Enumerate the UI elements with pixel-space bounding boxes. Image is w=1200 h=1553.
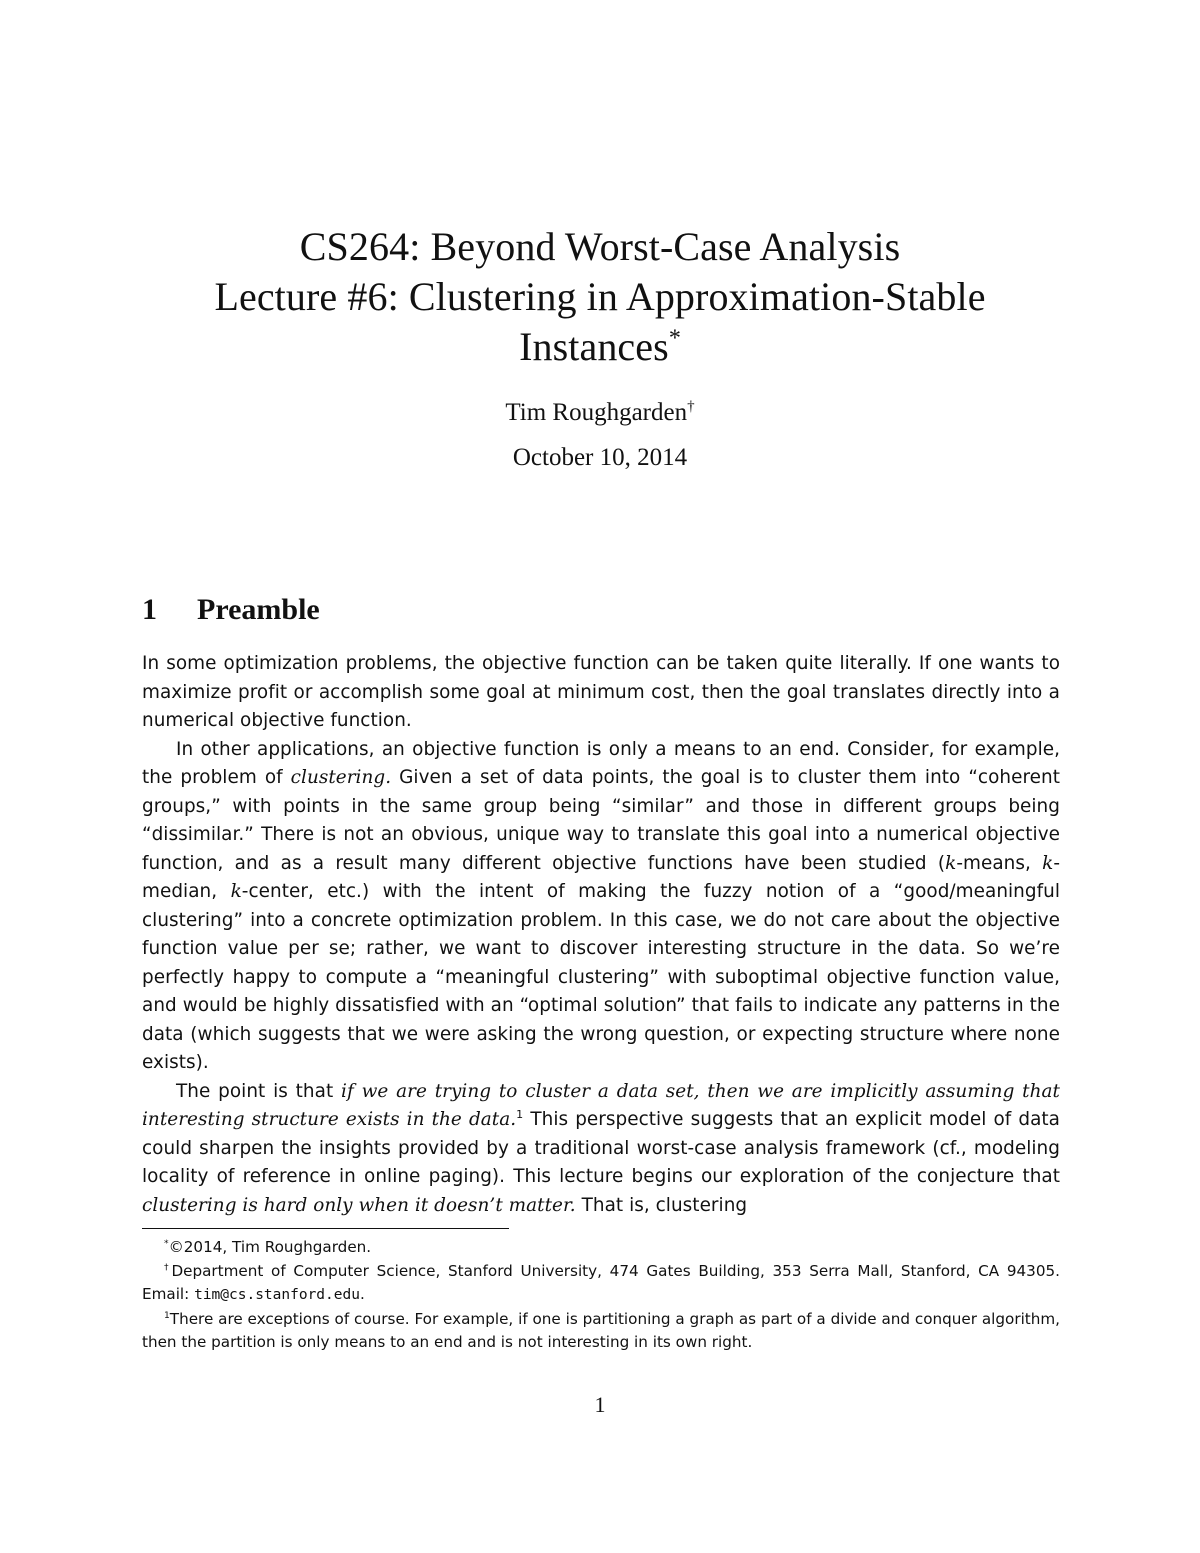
paragraph-3-emphasis-1: if we are trying to cluster a data set, then we are implicitly assuming that interesting structure exists in the data. [142, 1080, 1060, 1130]
footnote-1-ref: 1 [516, 1107, 524, 1121]
paragraph-2-text-a: In other applications, an objective function is only a means to an end. Consider, for example, the problem of [142, 738, 1060, 788]
title-block [0, 222, 1200, 473]
footnote-star-mark: * [164, 1238, 169, 1249]
footnote-1-mark: 1 [164, 1310, 170, 1321]
footnote-dagger-mark: † [164, 1262, 172, 1273]
title-line-3 [0, 322, 1200, 372]
title-line-2: Lecture #6: Clustering in Approximation-Stable [214, 274, 986, 319]
body-text [142, 650, 1060, 1220]
paragraph-2-k-2: k [1042, 852, 1054, 874]
footnote-dagger [142, 1260, 1060, 1308]
title-line-1: CS264: Beyond Worst-Case Analysis [299, 224, 901, 269]
paragraph-3-text-c: This perspective suggests that an explicit model of data could sharpen the insights provided by a traditional worst-case analysis framework (cf., modeling locality of reference in online paging). This lecture begins our exploration of the conjecture that [142, 1109, 1061, 1187]
paragraph-1: In some optimization problems, the objective function can be taken quite literally. If one wants to maximize profit or accomplish some goal at minimum cost, then the goal translates directly into a numerical objective function. [142, 653, 1060, 731]
section-number: 1 [142, 593, 157, 626]
author [0, 398, 1200, 428]
page-number: 1 [594, 1392, 606, 1417]
footnote-1 [142, 1308, 1060, 1355]
date: October 10, 2014 [512, 444, 688, 471]
paragraph-3-emphasis-2: clustering is hard only when it doesn’t matter. [142, 1194, 576, 1216]
paragraph-2-emphasis: clustering. [290, 767, 392, 788]
footnote-dagger-end: . [359, 1285, 365, 1303]
paragraph-2-text-f: -center, etc.) with the intent of making the fuzzy notion of a “good/meaningful clustering” into a concrete optimization problem. In this case, we do not care about the objective function value per se; rather, we want to discover interesting structure in the data. So we’re perfectly happy to compute a “meaningful clustering” with suboptimal objective function value, and would be highly dissatisfied with an “optimal solution” that fails to indicate any patterns in the data (which suggests that we were asking the wrong question, or expecting structure where none exists). [142, 881, 1061, 1073]
footnote-1-text: There are exceptions of course. For example, if one is partitioning a graph as part of a divide and conquer algorithm, then the partition is only means to an end and is not interesting in its own right. [142, 1309, 1060, 1351]
paragraph-2-k-3: k [230, 881, 242, 902]
footnote-star-text: ©2014, Tim Roughgarden. [168, 1238, 372, 1256]
footnote-star [142, 1236, 1060, 1260]
author-footnote-mark: † [687, 398, 695, 415]
section-title: Preamble [197, 593, 320, 626]
footnotes [142, 1236, 1060, 1355]
paragraph-2 [142, 736, 1060, 1078]
section-heading [142, 590, 320, 630]
paragraph-3-text-e: That is, clustering [575, 1194, 748, 1216]
footnote-email: tim@cs.stanford.edu [194, 1287, 360, 1303]
paragraph-2-text-d: -means, [956, 852, 1043, 874]
author-name: Tim Roughgarden [505, 399, 688, 426]
paragraph-2-k-1: k [945, 852, 957, 874]
footnote-rule [142, 1228, 509, 1229]
title-footnote-mark: * [668, 325, 681, 352]
paragraph-3-text-a: The point is that [176, 1080, 342, 1102]
title-line-3-text: Instances [519, 324, 669, 369]
paragraph-2-text-c: Given a set of data points, the goal is to cluster them into “coherent groups,” with points in the same group being “similar” and those in different groups being “dissimilar.” There is not an obvious, unique way to translate this goal into a numerical objective function, and as a result many different objective functions have been studied ( [142, 767, 1060, 874]
footnote-dagger-text: Department of Computer Science, Stanford University, 474 Gates Building, 353 Serra Mall, Stanford, CA 94305. Email: [142, 1261, 1060, 1303]
paragraph-3 [142, 1078, 1060, 1221]
paragraph-2-text-e: -median, [142, 852, 1060, 902]
